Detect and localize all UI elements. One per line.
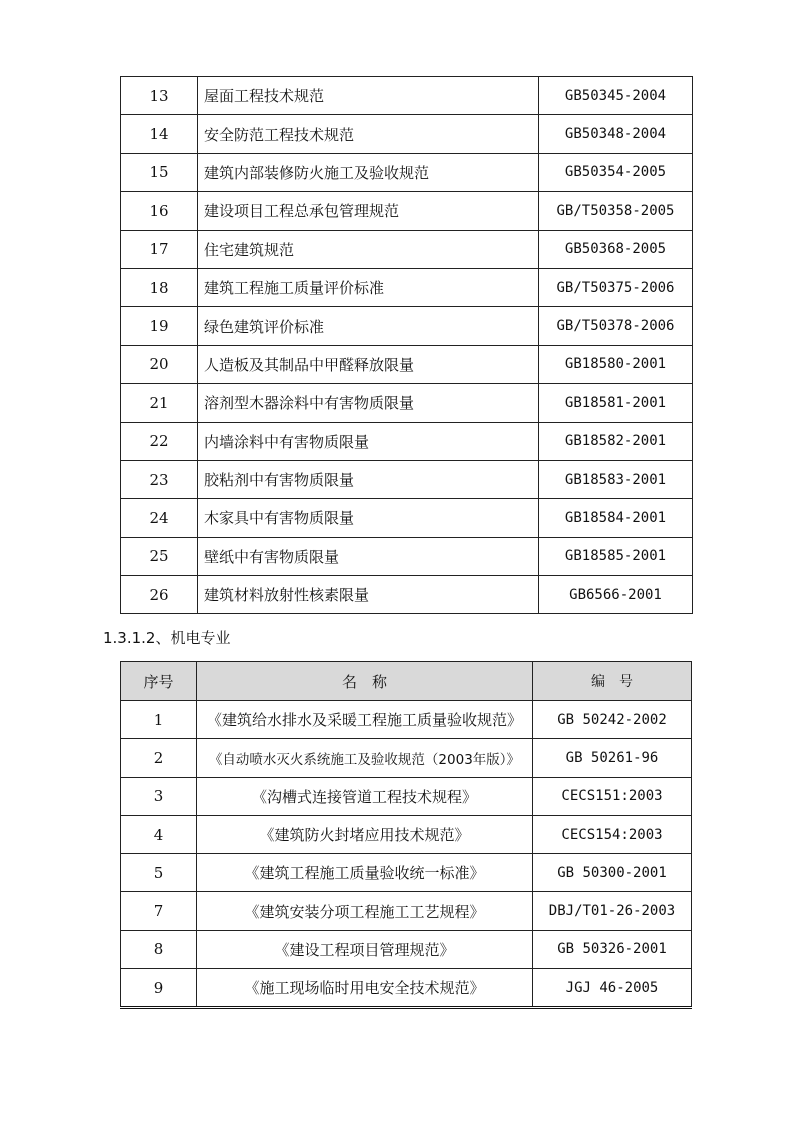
standard-name: 《建筑给水排水及采暖工程施工质量验收规范》 [197, 701, 533, 739]
standard-code: GB18582-2001 [539, 422, 693, 460]
standard-name: 安全防范工程技术规范 [198, 115, 539, 153]
table-row [121, 892, 692, 930]
row-number: 15 [121, 153, 198, 191]
standard-code: GB 50242-2002 [533, 701, 692, 739]
standard-code: GB18580-2001 [539, 345, 693, 383]
row-number: 25 [121, 537, 198, 575]
table-row [121, 739, 692, 777]
standard-code: CECS151:2003 [533, 777, 692, 815]
standard-name: 内墙涂料中有害物质限量 [198, 422, 539, 460]
standard-code: GB6566-2001 [539, 576, 693, 614]
standard-name: 《建筑工程施工质量验收统一标准》 [197, 854, 533, 892]
table-row [121, 854, 692, 892]
table-row [121, 115, 693, 153]
header-code: 编 号 [533, 662, 692, 701]
standard-name: 《沟槽式连接管道工程技术规程》 [197, 777, 533, 815]
standard-code: DBJ/T01-26-2003 [533, 892, 692, 930]
standard-name: 住宅建筑规范 [198, 230, 539, 268]
table-row [121, 815, 692, 853]
table-row [121, 422, 693, 460]
table-row [121, 345, 693, 383]
standard-code: GB 50326-2001 [533, 930, 692, 968]
table-row [121, 969, 692, 1008]
table-row [121, 384, 693, 422]
row-number: 16 [121, 192, 198, 230]
row-number: 5 [121, 854, 197, 892]
row-number: 26 [121, 576, 198, 614]
table-row [121, 499, 693, 537]
header-serial-number: 序号 [121, 662, 197, 701]
standard-name: 屋面工程技术规范 [198, 77, 539, 115]
table-row [121, 192, 693, 230]
row-number: 21 [121, 384, 198, 422]
row-number: 4 [121, 815, 197, 853]
standard-name: 胶粘剂中有害物质限量 [198, 460, 539, 498]
table-row [121, 930, 692, 968]
standard-name: 《施工现场临时用电安全技术规范》 [197, 969, 533, 1008]
standard-code: GB50345-2004 [539, 77, 693, 115]
table-row [121, 701, 692, 739]
standards-table-mep [120, 661, 692, 1009]
row-number: 20 [121, 345, 198, 383]
standard-name: 绿色建筑评价标准 [198, 307, 539, 345]
section-title: 1.3.1.2、机电专业 [103, 629, 231, 647]
standard-code: JGJ 46-2005 [533, 969, 692, 1008]
standard-name: 建筑内部装修防火施工及验收规范 [198, 153, 539, 191]
standard-name: 《建筑安装分项工程施工工艺规程》 [197, 892, 533, 930]
standard-name: 《建筑防火封堵应用技术规范》 [197, 815, 533, 853]
row-number: 24 [121, 499, 198, 537]
standard-code: GB18585-2001 [539, 537, 693, 575]
standard-code: GB50354-2005 [539, 153, 693, 191]
standard-code: GB/T50378-2006 [539, 307, 693, 345]
row-number: 7 [121, 892, 197, 930]
row-number: 14 [121, 115, 198, 153]
row-number: 8 [121, 930, 197, 968]
standard-name: 木家具中有害物质限量 [198, 499, 539, 537]
row-number: 19 [121, 307, 198, 345]
standard-name: 壁纸中有害物质限量 [198, 537, 539, 575]
table-row [121, 537, 693, 575]
standard-code: GB 50300-2001 [533, 854, 692, 892]
table-row [121, 460, 693, 498]
standard-name: 《建设工程项目管理规范》 [197, 930, 533, 968]
standard-code: GB18581-2001 [539, 384, 693, 422]
standard-name: 《自动喷水灭火系统施工及验收规范（2003年版）》 [197, 739, 533, 777]
row-number: 17 [121, 230, 198, 268]
table-row [121, 268, 693, 306]
standard-name: 人造板及其制品中甲醛释放限量 [198, 345, 539, 383]
table-row [121, 77, 693, 115]
standard-code: GB50348-2004 [539, 115, 693, 153]
standard-name: 建筑工程施工质量评价标准 [198, 268, 539, 306]
standards-table-general [120, 76, 693, 614]
table-row [121, 230, 693, 268]
standard-name: 建设项目工程总承包管理规范 [198, 192, 539, 230]
header-name: 名 称 [197, 662, 533, 701]
row-number: 13 [121, 77, 198, 115]
row-number: 23 [121, 460, 198, 498]
standard-code: GB 50261-96 [533, 739, 692, 777]
standards-table-general-body [121, 77, 693, 614]
row-number: 1 [121, 701, 197, 739]
row-number: 3 [121, 777, 197, 815]
standard-code: GB50368-2005 [539, 230, 693, 268]
table-row [121, 576, 693, 614]
standards-table-mep-body [121, 701, 692, 1008]
table-row [121, 777, 692, 815]
standard-name: 建筑材料放射性核素限量 [198, 576, 539, 614]
standard-code: CECS154:2003 [533, 815, 692, 853]
standard-code: GB18583-2001 [539, 460, 693, 498]
row-number: 22 [121, 422, 198, 460]
row-number: 18 [121, 268, 198, 306]
standard-name: 溶剂型木器涂料中有害物质限量 [198, 384, 539, 422]
standard-code: GB18584-2001 [539, 499, 693, 537]
table-header-row [121, 662, 692, 701]
standard-code: GB/T50358-2005 [539, 192, 693, 230]
table-row [121, 307, 693, 345]
table-row [121, 153, 693, 191]
row-number: 9 [121, 969, 197, 1008]
standard-code: GB/T50375-2006 [539, 268, 693, 306]
row-number: 2 [121, 739, 197, 777]
